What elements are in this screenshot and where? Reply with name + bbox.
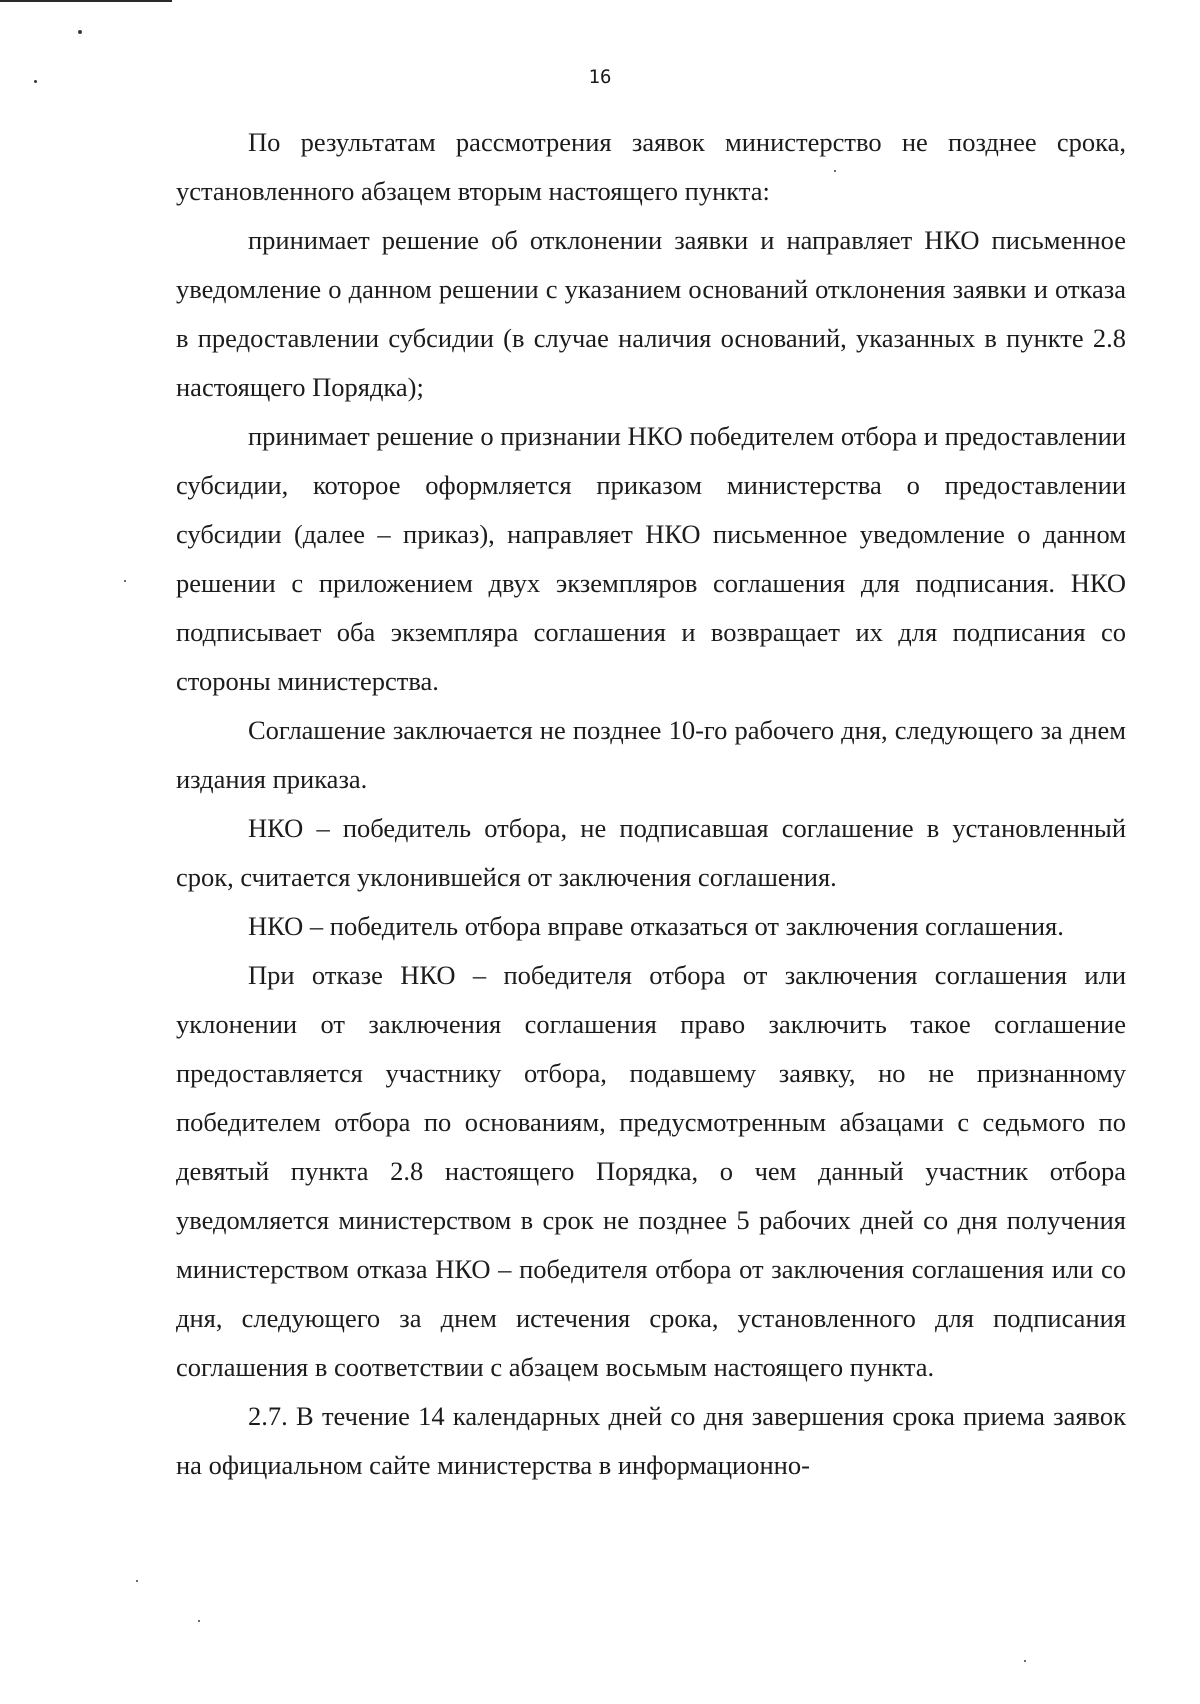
scan-speck (198, 1620, 200, 1622)
paragraph-review-results: По результатам рассмотрения заявок министерство не позднее срока, установленного абзацем вторым настоящего пункта: (176, 127, 1126, 206)
scan-speck (834, 170, 836, 172)
paragraph-refusal-transfer: При отказе НКО – победителя отбора от заключения соглашения или уклонении от заключения соглашения право заключить такое соглашение предоставляется участнику отбора, подавшему заявку, но не признанному победителем отбора по основаниям, предусмотренным абзацами с седьмого по девятый пункта 2.8 настоящего Порядка, о чем данный участник отбора уведомляется министерством в срок не позднее 5 рабочих дней со дня получения министерством отказа НКО – победителя отбора от заключения соглашения или со дня, следующего за днем истечения срока, установленного для подписания соглашения в соответствии с абзацем восьмым настоящего пункта. (176, 960, 1126, 1382)
paragraph-right-to-refuse: НКО – победитель отбора вправе отказаться от заключения соглашения. (248, 911, 1064, 941)
document-body (176, 118, 1126, 1490)
scan-speck (34, 80, 37, 83)
scan-speck (78, 30, 82, 34)
paragraph-agreement-deadline: Соглашение заключается не позднее 10-го рабочего дня, следующего за днем издания приказа. (176, 715, 1126, 794)
scan-speck (1024, 1660, 1026, 1662)
paragraph-winner-decision: принимает решение о признании НКО победителем отбора и предоставлении субсидии, которое оформляется приказом министерства о предоставлении субсидии (далее – приказ), направляет НКО письменное уведомление о данном решении с приложением двух экземпляров соглашения для подписания. НКО подписывает оба экземпляра соглашения и возвращает их для подписания со стороны министерства. (176, 421, 1126, 696)
paragraph-evasion: НКО – победитель отбора, не подписавшая соглашение в установленный срок, считается уклонившейся от заключения соглашения. (176, 813, 1126, 892)
page-number: 16 (588, 66, 612, 88)
top-edge-rule (0, 0, 172, 2)
scan-speck (136, 1580, 138, 1582)
paragraph-rejection-decision: принимает решение об отклонении заявки и направляет НКО письменное уведомление о данном решении с указанием оснований отклонения заявки и отказа в предоставлении субсидии (в случае наличия оснований, указанных в пункте 2.8 настоящего Порядка); (176, 225, 1126, 402)
scan-speck (124, 580, 126, 582)
paragraph-section-2-7: 2.7. В течение 14 календарных дней со дня завершения срока приема заявок на официальном сайте министерства в информационно- (176, 1401, 1126, 1480)
